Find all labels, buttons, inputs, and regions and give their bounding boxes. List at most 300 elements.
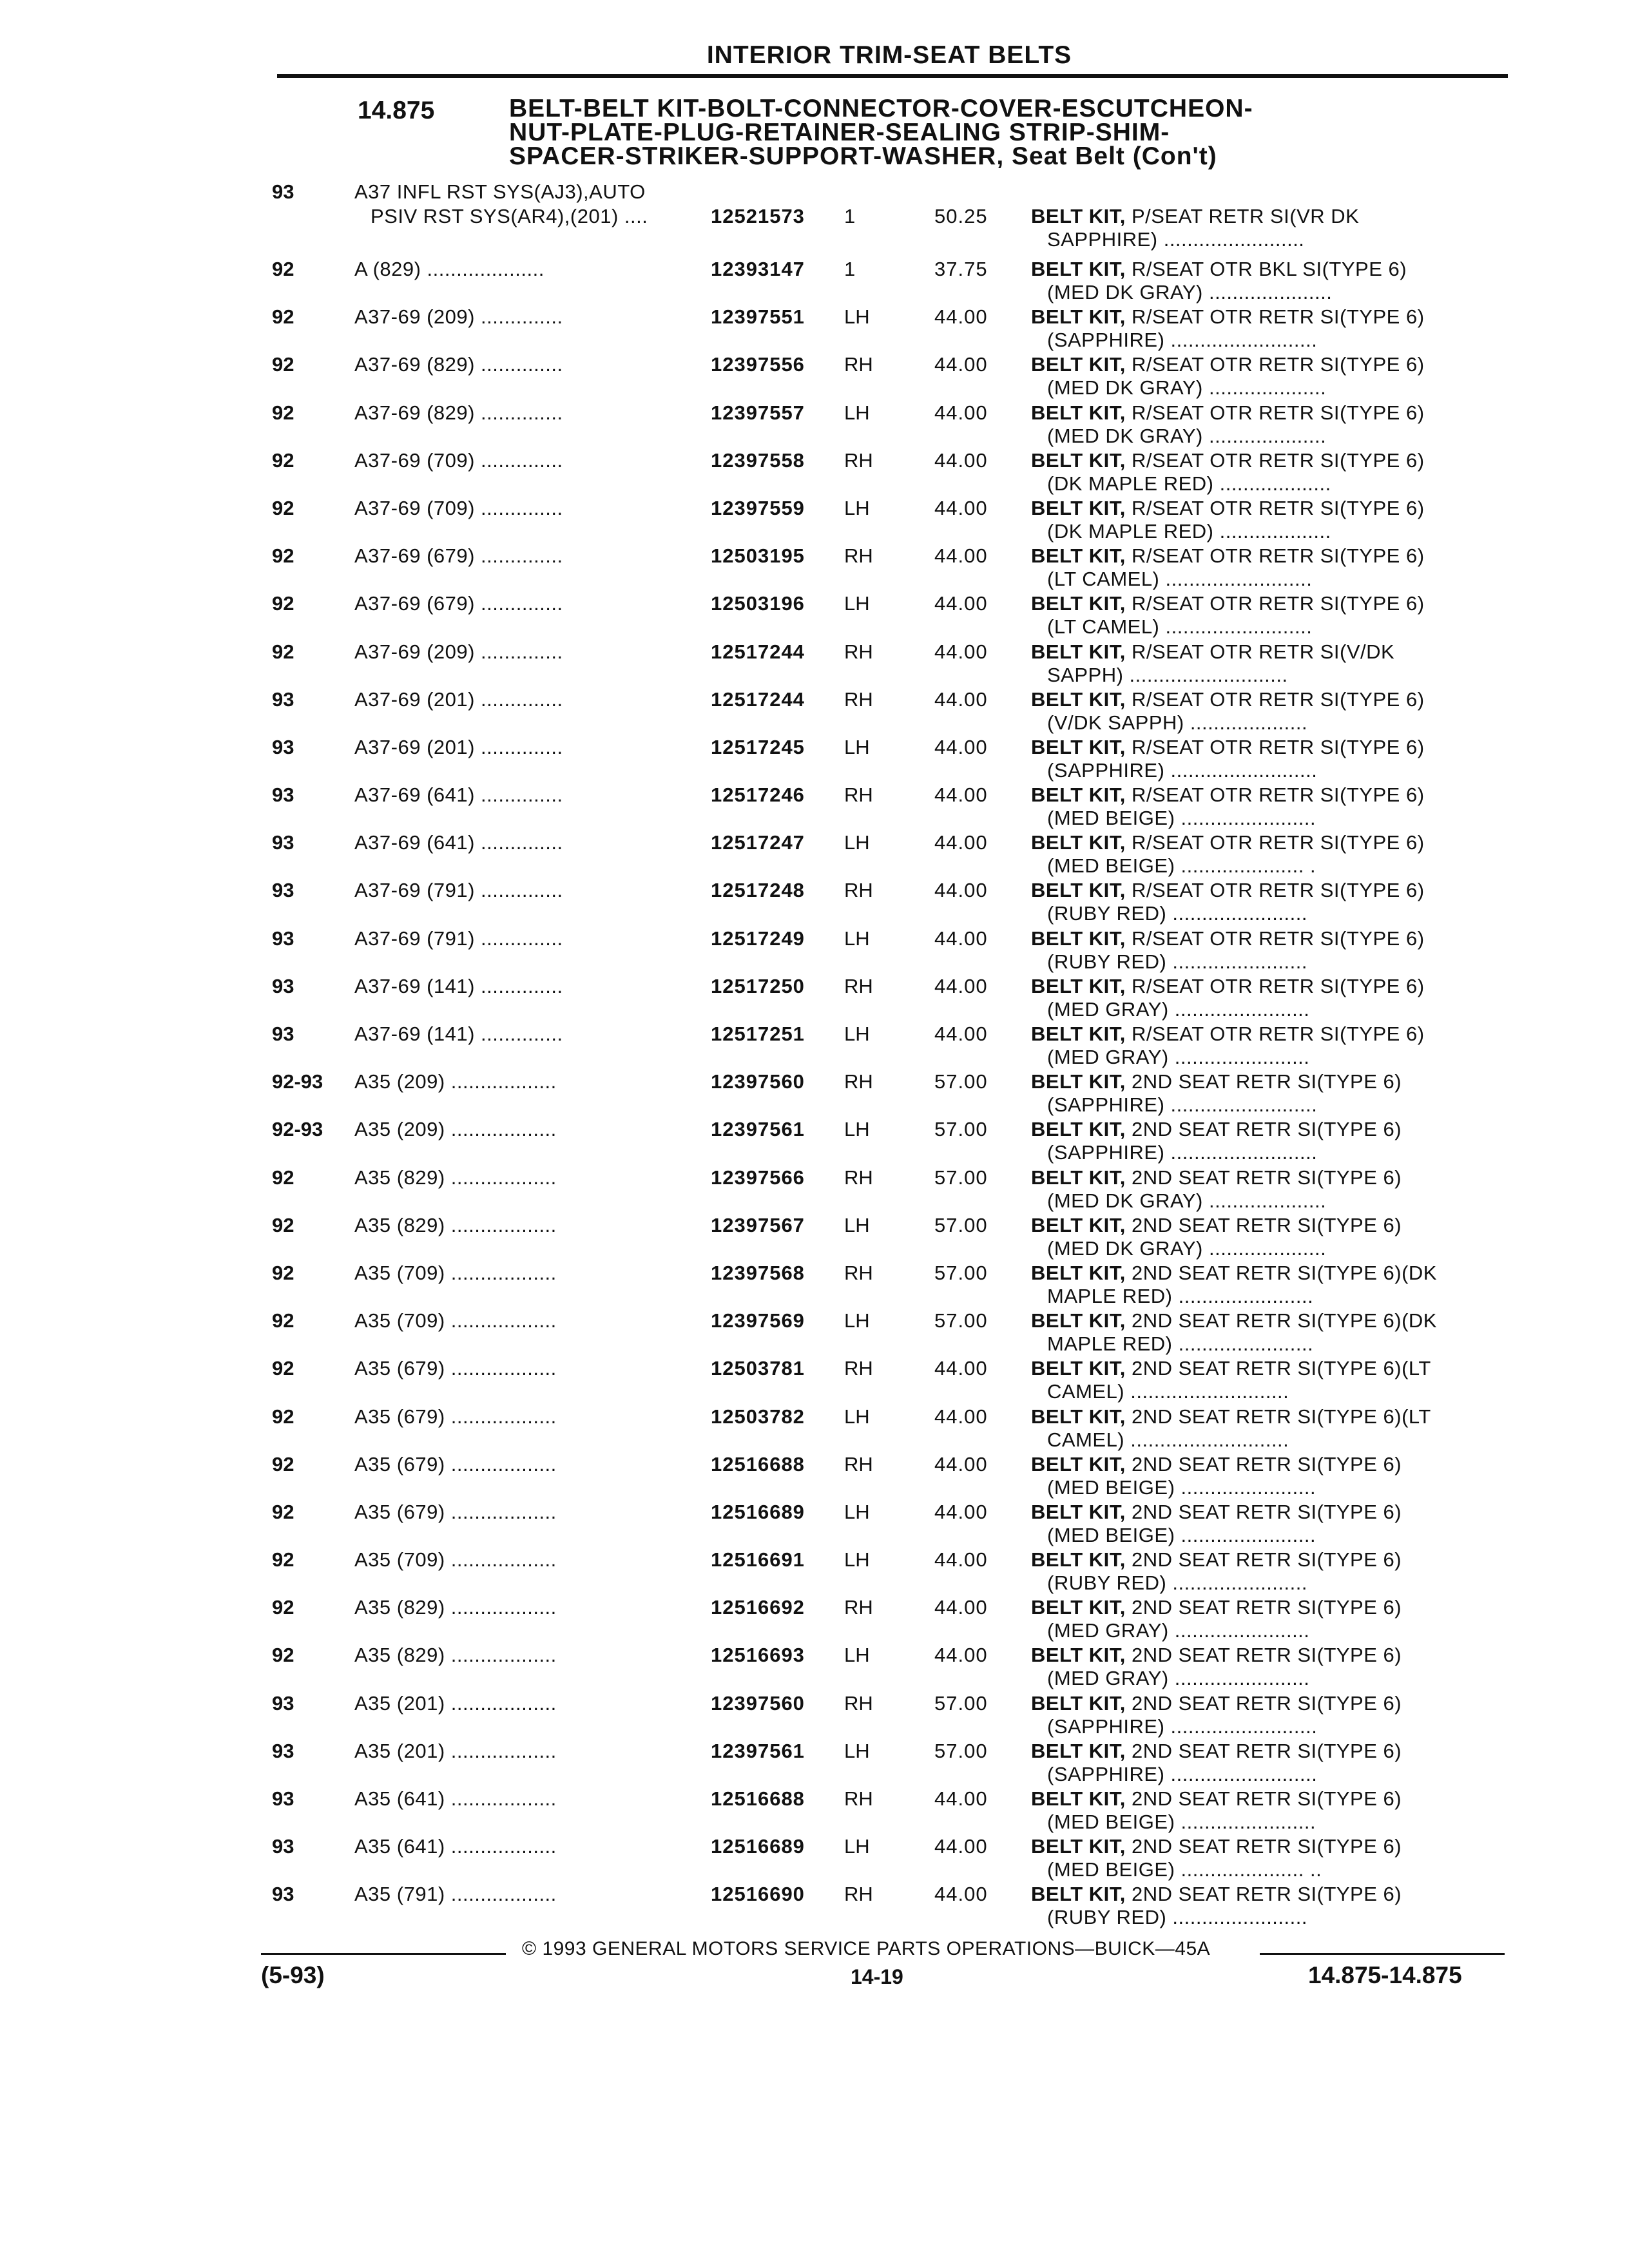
row-description-rest: 2ND SEAT RETR SI(TYPE 6) — [1125, 1500, 1402, 1523]
row-model: A35 (829) .................. — [354, 1166, 557, 1189]
row-description — [1031, 1357, 1508, 1380]
row-qty: LH — [844, 831, 870, 854]
row-model: A37-69 (209) .............. — [354, 640, 563, 663]
row-part-number: 12517244 — [711, 640, 805, 663]
row-year: 92 — [272, 305, 294, 329]
row-price: 44.00 — [934, 448, 988, 472]
row-description-cont: MAPLE RED) ....................... — [1047, 1284, 1314, 1307]
row-part-number: 12397568 — [711, 1261, 805, 1284]
parts-row — [0, 449, 1629, 497]
row-description-rest: R/SEAT OTR RETR SI(TYPE 6) — [1125, 592, 1425, 615]
row-description — [1031, 831, 1508, 854]
row-description-cont: SAPPH) ........................... — [1047, 663, 1288, 686]
row-model: A37-69 (141) .............. — [354, 1023, 563, 1045]
row-container — [0, 258, 1629, 1931]
row-year: 93 — [272, 1835, 294, 1858]
row-price: 57.00 — [934, 1261, 988, 1284]
row-qty: LH — [844, 1835, 870, 1858]
page-header-title: INTERIOR TRIM-SEAT BELTS — [706, 41, 1072, 69]
row-price: 44.00 — [934, 879, 988, 902]
row-description-rest: R/SEAT OTR RETR SI(TYPE 6) — [1125, 974, 1425, 997]
row-description-bold: BELT KIT, — [1031, 258, 1126, 280]
row-price: 44.00 — [934, 640, 988, 663]
row-description-bold: BELT KIT, — [1031, 1787, 1126, 1810]
row-year: 92 — [272, 1644, 294, 1667]
row-year: 92 — [272, 496, 294, 519]
row-description-cont: (MED GRAY) ....................... — [1047, 1046, 1310, 1068]
row-year: 92 — [272, 1213, 294, 1236]
row-description-rest: 2ND SEAT RETR SI(TYPE 6) — [1125, 1452, 1402, 1475]
row-description-bold: BELT KIT, — [1031, 1405, 1126, 1428]
row-model: A35 (679) .................. — [354, 1500, 557, 1523]
row-qty: RH — [844, 1787, 873, 1810]
row-description-rest: R/SEAT OTR RETR SI(TYPE 6) — [1125, 496, 1425, 519]
parts-row — [0, 975, 1629, 1023]
row-price: 57.00 — [934, 1070, 988, 1093]
row-description-rest: R/SEAT OTR RETR SI(TYPE 6) — [1125, 544, 1425, 568]
row-description — [1031, 1309, 1508, 1332]
row-year: 93 — [272, 180, 294, 203]
row-year: 93 — [272, 831, 294, 854]
row-description-bold: BELT KIT, — [1031, 1118, 1126, 1141]
row-description-cont: (MED DK GRAY) .................... — [1047, 424, 1327, 447]
row-description-cont: (MED DK GRAY) .................... — [1047, 376, 1327, 399]
row-description-cont: (RUBY RED) ....................... — [1047, 950, 1307, 973]
row-model: A37-69 (709) .............. — [354, 496, 563, 519]
row-price: 44.00 — [934, 353, 988, 376]
row-part-number: 12516691 — [711, 1548, 805, 1571]
row-qty: RH — [844, 974, 873, 997]
row-description-rest: 2ND SEAT RETR SI(TYPE 6) — [1125, 1596, 1402, 1619]
row-description-cont: (RUBY RED) ....................... — [1047, 902, 1307, 925]
parts-row — [0, 592, 1629, 640]
row-description — [1031, 1501, 1508, 1524]
row-description-bold: BELT KIT, — [1031, 1452, 1126, 1475]
row-description — [1031, 1787, 1508, 1811]
row-model: A37-69 (201) .............. — [354, 735, 563, 758]
parts-row — [0, 879, 1629, 927]
row-qty: RH — [844, 1070, 873, 1093]
row-description-bold: BELT KIT, — [1031, 1309, 1126, 1332]
row-qty: LH — [844, 735, 870, 758]
row-description-rest: 2ND SEAT RETR SI(TYPE 6) — [1125, 1835, 1402, 1858]
row-part-number: 12516693 — [711, 1644, 805, 1667]
row-description-rest: 2ND SEAT RETR SI(TYPE 6) — [1125, 1118, 1402, 1141]
row-price: 57.00 — [934, 1118, 988, 1141]
row-qty: RH — [844, 1883, 873, 1906]
row-qty: LH — [844, 305, 870, 329]
row-description-cont: (MED DK GRAY) .................... — [1047, 1236, 1327, 1260]
row-model: A35 (791) .................. — [354, 1883, 557, 1906]
row-description-bold: BELT KIT, — [1031, 831, 1126, 854]
row-part-number: 12503782 — [711, 1405, 805, 1428]
row-description — [1031, 1023, 1508, 1046]
row-description-rest: 2ND SEAT RETR SI(TYPE 6) — [1125, 1166, 1402, 1189]
row-year: 93 — [272, 687, 294, 711]
row-description-rest: 2ND SEAT RETR SI(TYPE 6) — [1125, 1070, 1402, 1093]
row-part-number: 12516692 — [711, 1596, 805, 1619]
footer-date: (5-93) — [261, 1962, 325, 1988]
row-description-cont: (MED BEIGE) ..................... .. — [1047, 1858, 1322, 1881]
row-part-number: 12397560 — [711, 1691, 805, 1715]
row-qty: LH — [844, 1118, 870, 1141]
row-description-bold: BELT KIT, — [1031, 592, 1126, 615]
row-description-cont: (V/DK SAPPH) .................... — [1047, 711, 1308, 734]
row-model: A37-69 (829) .............. — [354, 353, 563, 376]
row-description — [1031, 258, 1508, 281]
parts-row — [0, 1214, 1629, 1262]
row-description-rest: 2ND SEAT RETR SI(TYPE 6)(DK — [1125, 1261, 1437, 1284]
row-price: 50.25 — [934, 205, 988, 227]
row-year: 93 — [272, 879, 294, 902]
row-description-bold: BELT KIT, — [1031, 687, 1126, 711]
row-part-number: 12516689 — [711, 1500, 805, 1523]
row-price: 44.00 — [934, 1357, 988, 1380]
row-price: 37.75 — [934, 258, 988, 280]
row-model: A35 (709) .................. — [354, 1309, 557, 1332]
row-description-bold: BELT KIT, — [1031, 927, 1126, 950]
row-part-number: 12517244 — [711, 687, 805, 711]
row-qty: LH — [844, 1548, 870, 1571]
row-qty: 1 — [844, 258, 856, 280]
row-description — [1031, 640, 1508, 664]
row-description-rest: R/SEAT OTR RETR SI(TYPE 6) — [1125, 831, 1425, 854]
row-part-number: 12397569 — [711, 1309, 805, 1332]
row-year: 93 — [272, 1883, 294, 1906]
row-model: A35 (709) .................. — [354, 1261, 557, 1284]
row-year: 92 — [272, 1166, 294, 1189]
row-description — [1031, 736, 1508, 759]
row-description-cont: (MED BEIGE) ....................... — [1047, 1475, 1316, 1499]
row-description-rest: R/SEAT OTR RETR SI(TYPE 6) — [1125, 1023, 1425, 1045]
row-part-number: 12397566 — [711, 1166, 805, 1189]
row-year: 92-93 — [272, 1070, 323, 1093]
row-qty: LH — [844, 496, 870, 519]
parts-row — [0, 1357, 1629, 1405]
row-description-cont: (SAPPHIRE) ......................... — [1047, 1093, 1318, 1117]
row-model: A37-69 (141) .............. — [354, 974, 563, 997]
row-description — [1031, 449, 1508, 472]
row-description-bold: BELT KIT, — [1031, 1500, 1126, 1523]
row-model: A37-69 (209) .............. — [354, 305, 563, 329]
row-price: 44.00 — [934, 544, 988, 568]
row-qty: LH — [844, 1213, 870, 1236]
row-description-cont: (RUBY RED) ....................... — [1047, 1906, 1307, 1929]
row-price: 44.00 — [934, 1452, 988, 1475]
row-description-bold: BELT KIT, — [1031, 640, 1126, 663]
parts-row — [0, 353, 1629, 401]
parts-row — [0, 736, 1629, 783]
row-description-cont: SAPPHIRE) ........................ — [1047, 228, 1305, 251]
footer-rule — [1260, 1953, 1505, 1955]
row-model: A37-69 (791) .............. — [354, 879, 563, 902]
row-part-number: 12397561 — [711, 1739, 805, 1762]
row-year: 92 — [272, 1548, 294, 1571]
parts-row — [0, 1548, 1629, 1596]
parts-row — [0, 258, 1629, 305]
row-year: 93 — [272, 974, 294, 997]
row-description-bold: BELT KIT, — [1031, 783, 1126, 807]
row-year: 93 — [272, 1023, 294, 1045]
row-price: 44.00 — [934, 1644, 988, 1667]
row-model: A37-69 (679) .............. — [354, 544, 563, 568]
row-description — [1031, 1596, 1508, 1619]
row-part-number: 12397556 — [711, 353, 805, 376]
row-qty: RH — [844, 783, 873, 807]
parts-row — [0, 1883, 1629, 1930]
row-year: 92 — [272, 258, 294, 280]
row-qty: 1 — [844, 205, 856, 227]
row-part-number: 12503781 — [711, 1357, 805, 1380]
row-model: A37-69 (679) .............. — [354, 592, 563, 615]
row-qty: LH — [844, 1644, 870, 1667]
row-description — [1031, 1692, 1508, 1715]
row-model-cont: PSIV RST SYS(AR4),(201) .... — [371, 205, 648, 227]
row-model: A37-69 (791) .............. — [354, 927, 563, 950]
row-qty: RH — [844, 1357, 873, 1380]
row-price: 57.00 — [934, 1166, 988, 1189]
row-part-number: 12397560 — [711, 1070, 805, 1093]
row-qty: RH — [844, 353, 873, 376]
row-part-number: 12397561 — [711, 1118, 805, 1141]
row-part-number: 12516690 — [711, 1883, 805, 1906]
row-price: 44.00 — [934, 1023, 988, 1045]
row-description — [1031, 975, 1508, 998]
parts-row — [0, 1166, 1629, 1214]
row-part-number: 12397551 — [711, 305, 805, 329]
row-description-cont: (DK MAPLE RED) ................... — [1047, 472, 1331, 495]
row-model: A35 (209) .................. — [354, 1118, 557, 1141]
row-qty: RH — [844, 687, 873, 711]
row-year: 93 — [272, 1691, 294, 1715]
row-description-bold: BELT KIT, — [1031, 1023, 1126, 1045]
row-price: 57.00 — [934, 1691, 988, 1715]
row-description — [1031, 592, 1508, 615]
row-description-bold: BELT KIT, — [1031, 1548, 1126, 1571]
row-part-number: 12397567 — [711, 1213, 805, 1236]
row-description-cont: (SAPPHIRE) ......................... — [1047, 1715, 1318, 1738]
row-description — [1031, 1166, 1508, 1189]
row-description-bold: BELT KIT, — [1031, 1739, 1126, 1762]
row-description-bold: BELT KIT, — [1031, 544, 1126, 568]
parts-row — [0, 640, 1629, 688]
row-description-rest: R/SEAT OTR RETR SI(TYPE 6) — [1125, 687, 1425, 711]
row-description — [1031, 401, 1508, 425]
row-part-number: 12517246 — [711, 783, 805, 807]
row-qty: LH — [844, 1500, 870, 1523]
parts-row — [0, 1644, 1629, 1691]
parts-row — [0, 927, 1629, 975]
row-description-rest: R/SEAT OTR BKL SI(TYPE 6) — [1125, 258, 1407, 280]
row-description-rest: 2ND SEAT RETR SI(TYPE 6)(LT — [1125, 1405, 1431, 1428]
row-part-number: 12516688 — [711, 1452, 805, 1475]
parts-row — [0, 180, 1629, 258]
row-description-rest: R/SEAT OTR RETR SI(TYPE 6) — [1125, 735, 1425, 758]
row-description-rest: R/SEAT OTR RETR SI(TYPE 6) — [1125, 783, 1425, 807]
row-description-rest: R/SEAT OTR RETR SI(TYPE 6) — [1125, 305, 1425, 329]
row-description-cont: (DK MAPLE RED) ................... — [1047, 519, 1331, 543]
row-description — [1031, 1548, 1508, 1571]
row-model: A37-69 (641) .............. — [354, 783, 563, 807]
row-description-rest: R/SEAT OTR RETR SI(TYPE 6) — [1125, 927, 1425, 950]
row-description — [1031, 783, 1508, 807]
row-description-cont: (RUBY RED) ....................... — [1047, 1571, 1307, 1595]
row-part-number: 12517247 — [711, 831, 805, 854]
row-description-cont: (MED BEIGE) ....................... — [1047, 1811, 1316, 1833]
row-qty: RH — [844, 640, 873, 663]
row-price: 44.00 — [934, 1787, 988, 1810]
parts-row — [0, 783, 1629, 831]
section-title-line: SPACER-STRIKER-SUPPORT-WASHER, Seat Belt (Con't) — [509, 142, 1217, 170]
row-description — [1031, 205, 1508, 228]
parts-row — [0, 831, 1629, 879]
row-model: A35 (201) .................. — [354, 1691, 557, 1715]
row-description — [1031, 688, 1508, 711]
parts-row — [0, 544, 1629, 592]
parts-row — [0, 1262, 1629, 1309]
row-description-bold: BELT KIT, — [1031, 1261, 1126, 1284]
row-description — [1031, 1835, 1508, 1858]
row-price: 44.00 — [934, 927, 988, 950]
row-year: 92 — [272, 1500, 294, 1523]
row-description-bold: BELT KIT, — [1031, 448, 1126, 472]
parts-row — [0, 1070, 1629, 1118]
row-description — [1031, 879, 1508, 902]
row-year: 92 — [272, 1596, 294, 1619]
row-part-number: 12517248 — [711, 879, 805, 902]
row-part-number: 12397559 — [711, 496, 805, 519]
row-description — [1031, 1070, 1508, 1093]
parts-row — [0, 1835, 1629, 1883]
row-description — [1031, 1262, 1508, 1285]
row-model: A35 (679) .................. — [354, 1452, 557, 1475]
row-price: 44.00 — [934, 1405, 988, 1428]
row-description-rest: 2ND SEAT RETR SI(TYPE 6) — [1125, 1548, 1402, 1571]
row-description-cont: CAMEL) ........................... — [1047, 1380, 1289, 1403]
row-year: 93 — [272, 1739, 294, 1762]
footer-rule — [261, 1953, 506, 1955]
row-description-cont: (SAPPHIRE) ......................... — [1047, 1141, 1318, 1164]
row-description-cont: (LT CAMEL) ......................... — [1047, 568, 1313, 591]
row-year: 92-93 — [272, 1118, 323, 1141]
row-description-bold: BELT KIT, — [1031, 305, 1126, 329]
row-price: 57.00 — [934, 1309, 988, 1332]
row-part-number: 12503195 — [711, 544, 805, 568]
row-description-bold: BELT KIT, — [1031, 974, 1126, 997]
row-year: 92 — [272, 1405, 294, 1428]
row-qty: LH — [844, 927, 870, 950]
row-description-bold: BELT KIT, — [1031, 735, 1126, 758]
row-qty: LH — [844, 401, 870, 424]
row-description-cont: (MED BEIGE) ..................... . — [1047, 854, 1316, 878]
row-description-cont: (LT CAMEL) ......................... — [1047, 615, 1313, 639]
row-description-bold: BELT KIT, — [1031, 1070, 1126, 1093]
footer-page-number: 14-19 — [851, 1965, 903, 1988]
parts-row — [0, 1118, 1629, 1166]
row-year: 93 — [272, 1787, 294, 1810]
row-price: 44.00 — [934, 592, 988, 615]
row-qty: RH — [844, 1452, 873, 1475]
parts-row — [0, 401, 1629, 449]
row-price: 44.00 — [934, 1500, 988, 1523]
row-model: A35 (829) .................. — [354, 1596, 557, 1619]
row-description — [1031, 927, 1508, 950]
parts-row — [0, 1787, 1629, 1835]
row-year: 92 — [272, 353, 294, 376]
row-part-number: 12517249 — [711, 927, 805, 950]
row-price: 44.00 — [934, 496, 988, 519]
parts-row — [0, 1740, 1629, 1787]
row-description-cont: (MED GRAY) ....................... — [1047, 1667, 1310, 1690]
row-qty: RH — [844, 544, 873, 568]
row-price: 57.00 — [934, 1213, 988, 1236]
row-description-rest: 2ND SEAT RETR SI(TYPE 6) — [1125, 1739, 1402, 1762]
row-price: 44.00 — [934, 305, 988, 329]
row-description — [1031, 1453, 1508, 1476]
row-description-rest: P/SEAT RETR SI(VR DK — [1125, 205, 1360, 227]
row-year: 92 — [272, 1452, 294, 1475]
row-description — [1031, 353, 1508, 376]
row-description-cont: (SAPPHIRE) ......................... — [1047, 1762, 1318, 1785]
parts-list — [0, 180, 1629, 1931]
row-qty: LH — [844, 1405, 870, 1428]
row-description — [1031, 1405, 1508, 1428]
row-model: A37-69 (709) .............. — [354, 448, 563, 472]
row-part-number: 12397557 — [711, 401, 805, 424]
row-model: A35 (641) .................. — [354, 1787, 557, 1810]
row-description-rest: R/SEAT OTR RETR SI(V/DK — [1125, 640, 1395, 663]
parts-row — [0, 1501, 1629, 1548]
section-code: 14.875 — [358, 97, 435, 124]
row-year: 92 — [272, 401, 294, 424]
row-qty: RH — [844, 448, 873, 472]
row-price: 44.00 — [934, 831, 988, 854]
row-description — [1031, 1740, 1508, 1763]
row-year: 92 — [272, 1261, 294, 1284]
row-description-cont: (MED GRAY) ....................... — [1047, 997, 1310, 1021]
row-description-cont: (MED GRAY) ....................... — [1047, 1619, 1310, 1642]
row-price: 44.00 — [934, 1835, 988, 1858]
row-model: A35 (679) .................. — [354, 1405, 557, 1428]
row-year: 92 — [272, 592, 294, 615]
row-description-cont: (MED BEIGE) ....................... — [1047, 1523, 1316, 1546]
footer-copyright: © 1993 GENERAL MOTORS SERVICE PARTS OPERATIONS—BUICK—45A — [522, 1938, 1211, 1959]
row-part-number: 12517245 — [711, 735, 805, 758]
row-price: 44.00 — [934, 783, 988, 807]
row-part-number: 12521573 — [711, 205, 805, 227]
section-title-line: NUT-PLATE-PLUG-RETAINER-SEALING STRIP-SHIM- — [509, 119, 1170, 146]
parts-row — [0, 1453, 1629, 1501]
parts-row — [0, 1692, 1629, 1740]
row-model: A35 (641) .................. — [354, 1835, 557, 1858]
row-description-bold: BELT KIT, — [1031, 1596, 1126, 1619]
row-description — [1031, 544, 1508, 568]
row-year: 92 — [272, 544, 294, 568]
row-description — [1031, 497, 1508, 520]
row-description-bold: BELT KIT, — [1031, 1835, 1126, 1858]
row-description-cont: (MED DK GRAY) .................... — [1047, 1189, 1327, 1212]
row-price: 44.00 — [934, 974, 988, 997]
parts-row — [0, 305, 1629, 353]
row-model: A35 (829) .................. — [354, 1213, 557, 1236]
row-description-rest: 2ND SEAT RETR SI(TYPE 6) — [1125, 1883, 1402, 1906]
section-title-line: BELT-BELT KIT-BOLT-CONNECTOR-COVER-ESCUTCHEON- — [509, 95, 1253, 122]
row-model: A37 INFL RST SYS(AJ3),AUTO — [354, 180, 646, 203]
row-part-number: 12516688 — [711, 1787, 805, 1810]
row-model: A35 (829) .................. — [354, 1644, 557, 1667]
row-part-number: 12393147 — [711, 258, 805, 280]
row-part-number: 12503196 — [711, 592, 805, 615]
